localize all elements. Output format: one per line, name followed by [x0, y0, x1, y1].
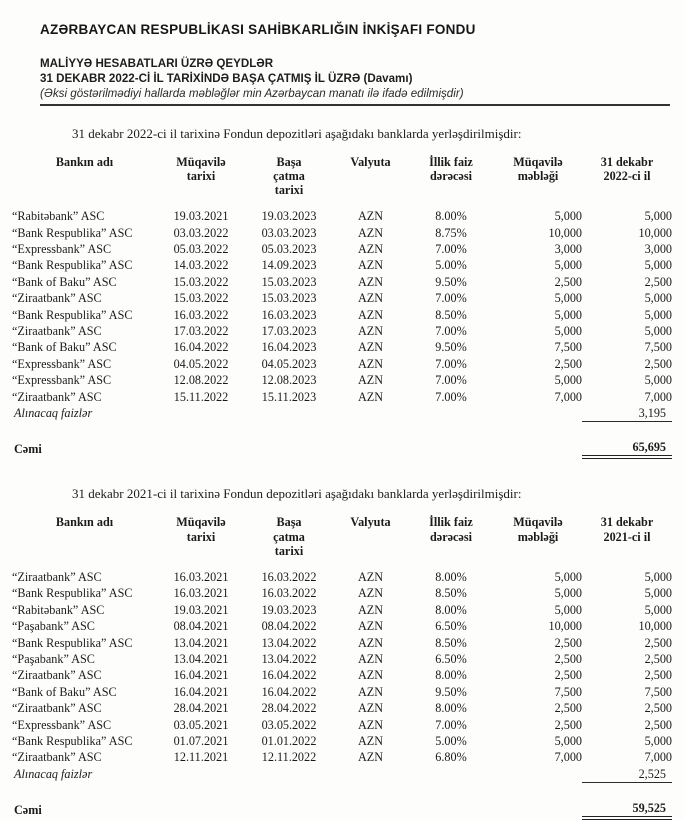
table-cell: 01.01.2022 [261, 734, 317, 749]
table-cell: 17.03.2022 [173, 323, 229, 338]
table-cell: 12.08.2023 [261, 373, 317, 388]
column-header: Bankın adı [55, 515, 114, 530]
table-cell: 5,000 [644, 570, 672, 584]
table-cell: 2,500 [644, 717, 672, 732]
bank-name-cell: “Rabitəbank” ASC [12, 209, 105, 224]
table-cell: 2,500 [554, 717, 582, 732]
table-cell: 2,500 [644, 701, 672, 716]
table-cell: 08.04.2022 [261, 619, 317, 634]
table-cell: 9.50% [435, 684, 467, 699]
table-cell: 5,000 [554, 602, 582, 617]
bank-name-cell: “Expressbank” ASC [12, 356, 112, 371]
table-cell: AZN [357, 323, 384, 338]
bank-name-cell: “Ziraatbank” ASC [12, 668, 102, 683]
bank-name-cell: “Bank Respublika” ASC [12, 225, 133, 240]
spacer-cell [12, 783, 672, 797]
deposit-row [12, 307, 672, 323]
deposits-section-2022 [0, 126, 684, 460]
column-header: İllik faiz dərəcəsi [429, 154, 473, 183]
column-header: Müqavilə məbləği [513, 154, 563, 183]
table-cell: AZN [357, 750, 384, 765]
bank-name-cell: “Paşabank” ASC [12, 619, 95, 634]
bank-name-cell: “Ziraatbank” ASC [12, 570, 102, 584]
table-cell: AZN [357, 356, 384, 371]
accrued-interest-value: 3,195 [582, 405, 672, 422]
table-cell: 15.03.2023 [261, 291, 317, 306]
table-cell: AZN [357, 570, 384, 584]
table-cell: 2,500 [554, 668, 582, 683]
accrued-interest-value: 2,525 [582, 766, 672, 783]
bank-name-cell: “Bank Respublika” ASC [12, 635, 133, 650]
table-cell: AZN [357, 635, 384, 650]
table-cell: 5,000 [644, 209, 672, 224]
deposit-row [12, 274, 672, 290]
table-cell: AZN [357, 340, 384, 355]
deposit-row [12, 602, 672, 618]
accrued-interest-row [12, 766, 672, 783]
bank-name-cell: “Bank Respublika” ASC [12, 586, 133, 601]
deposits-section-2021 [0, 486, 684, 820]
table-cell: 6.50% [435, 619, 467, 634]
table-cell: 5,000 [644, 586, 672, 601]
table-cell: 10,000 [638, 225, 672, 240]
table-header-row [12, 515, 672, 569]
table-cell: 10,000 [548, 225, 582, 240]
table-cell: AZN [357, 586, 384, 601]
table-cell: 5,000 [554, 734, 582, 749]
table-cell: 5,000 [644, 373, 672, 388]
table-cell: 8.00% [435, 570, 467, 584]
header-rule [40, 104, 670, 106]
table-cell: 16.04.2022 [261, 684, 317, 699]
table-cell: 7,500 [554, 684, 582, 699]
table-cell: 15.11.2022 [173, 389, 229, 404]
table-cell: 2,500 [554, 635, 582, 650]
table-cell: 7.00% [435, 356, 467, 371]
table-cell: 16.03.2021 [173, 586, 229, 601]
deposit-row [12, 225, 672, 241]
table-cell: 13.04.2022 [261, 635, 317, 650]
table-cell: 16.04.2023 [261, 340, 317, 355]
table-cell: 2,500 [644, 356, 672, 371]
deposit-row [12, 323, 672, 339]
column-header: Müqavilə tarixi [176, 515, 226, 544]
bank-name-cell: “Bank of Baku” ASC [12, 684, 117, 699]
table-cell: AZN [357, 241, 384, 256]
table-cell: 03.03.2022 [173, 225, 229, 240]
table-cell: 2,500 [554, 701, 582, 716]
notes-heading: MALİYYƏ HESABATLARI ÜZRƏ QEYDLƏR [40, 57, 274, 70]
table-cell: AZN [357, 619, 384, 634]
deposits-table-2021 [12, 515, 672, 820]
deposit-row [12, 749, 672, 765]
table-cell: AZN [357, 701, 384, 716]
table-cell: 7.00% [435, 389, 467, 404]
table-cell: 16.03.2022 [173, 307, 229, 322]
table-cell: 5,000 [554, 307, 582, 322]
table-cell: 7.00% [435, 291, 467, 306]
deposit-row [12, 651, 672, 667]
table-cell: 5,000 [644, 734, 672, 749]
bank-name-cell: “Paşabank” ASC [12, 652, 95, 667]
table-cell: 17.03.2023 [261, 323, 317, 338]
table-cell: 7.00% [435, 373, 467, 388]
total-label: Cəmi [14, 441, 42, 456]
table-cell: 5,000 [644, 323, 672, 338]
deposit-row [12, 372, 672, 388]
column-header: Müqavilə tarixi [176, 154, 226, 183]
table-cell: 8.00% [435, 701, 467, 716]
table-cell: 08.04.2021 [173, 619, 229, 634]
total-value: 65,695 [582, 435, 672, 457]
deposit-row [12, 684, 672, 700]
table-cell: 7,500 [644, 684, 672, 699]
bank-name-cell: “Bank Respublika” ASC [12, 258, 133, 273]
table-cell: 01.07.2021 [173, 734, 229, 749]
table-cell: 8.00% [435, 602, 467, 617]
deposits-table-2022 [12, 155, 672, 460]
total-value: 59,525 [582, 796, 672, 818]
table-cell: 5,000 [554, 291, 582, 306]
bank-name-cell: “Bank Respublika” ASC [12, 734, 133, 749]
table-cell: 6.80% [435, 750, 467, 765]
table-cell: 7.00% [435, 717, 467, 732]
period-heading: 31 DEKABR 2022-Cİ İL TARİXİNDƏ BAŞA ÇATMIŞ İL ÜZRƏ (Davamı) [40, 71, 413, 85]
table-cell: 8.00% [435, 209, 467, 224]
table-cell: 5,000 [644, 602, 672, 617]
table-cell: 28.04.2022 [261, 701, 317, 716]
bank-name-cell: “Bank Respublika” ASC [12, 307, 133, 322]
table-cell: AZN [357, 602, 384, 617]
table-cell: 16.04.2021 [173, 668, 229, 683]
table-cell: 16.04.2022 [261, 668, 317, 683]
table-header [12, 155, 672, 209]
table-cell: AZN [357, 389, 384, 404]
table-cell: 5,000 [554, 373, 582, 388]
table-cell: 15.03.2022 [173, 291, 229, 306]
table-cell: 14.09.2023 [261, 258, 317, 273]
bank-name-cell: “Ziraatbank” ASC [12, 701, 102, 716]
deposit-row [12, 733, 672, 749]
column-header: Valyuta [350, 154, 391, 169]
table-cell: 9.50% [435, 340, 467, 355]
table-cell: 03.03.2023 [261, 225, 317, 240]
deposit-row [12, 356, 672, 372]
table-cell: 7,000 [554, 750, 582, 765]
deposit-row [12, 569, 672, 585]
table-cell: 13.04.2021 [173, 635, 229, 650]
deposit-row [12, 257, 672, 273]
table-body [12, 569, 672, 818]
table-cell: 7.00% [435, 241, 467, 256]
bank-name-cell: “Ziraatbank” ASC [12, 750, 102, 765]
table-cell: 12.08.2022 [173, 373, 229, 388]
deposit-row [12, 700, 672, 716]
table-cell: 16.04.2022 [173, 340, 229, 355]
table-cell: 8.50% [435, 307, 467, 322]
bank-name-cell: “Expressbank” ASC [12, 717, 112, 732]
deposit-row [12, 241, 672, 257]
column-header: Müqavilə məbləği [513, 515, 563, 544]
table-cell: 5,000 [644, 291, 672, 306]
table-cell: 7,000 [554, 389, 582, 404]
table-cell: 2,500 [644, 652, 672, 667]
deposit-row [12, 618, 672, 634]
table-cell: 19.03.2021 [173, 602, 229, 617]
table-cell: 19.03.2023 [261, 602, 317, 617]
table-cell: 14.03.2022 [173, 258, 229, 273]
deposit-row [12, 339, 672, 355]
table-cell: AZN [357, 684, 384, 699]
deposit-row [12, 208, 672, 224]
table-cell: 5.00% [435, 258, 467, 273]
column-header: Bankın adı [55, 154, 114, 169]
bank-name-cell: “Rabitəbank” ASC [12, 602, 105, 617]
table-cell: 19.03.2023 [261, 209, 317, 224]
table-cell: 7,500 [554, 340, 582, 355]
table-cell: 6.50% [435, 652, 467, 667]
table-cell: 12.11.2021 [173, 750, 229, 765]
table-cell: 10,000 [548, 619, 582, 634]
table-cell: AZN [357, 307, 384, 322]
table-cell: 04.05.2022 [173, 356, 229, 371]
table-cell: 03.05.2021 [173, 717, 229, 732]
column-header: Valyuta [350, 515, 391, 530]
table-cell: 5,000 [554, 209, 582, 224]
accrued-interest-row [12, 405, 672, 422]
spacer-row [12, 422, 672, 436]
table-cell: 8.00% [435, 668, 467, 683]
table-cell: AZN [357, 209, 384, 224]
intro-2022: 31 dekabr 2022-ci il tarixinə Fondun depozitləri aşağıdakı banklarda yerləşdirilmişdir: [72, 125, 522, 141]
table-cell: 2,500 [644, 668, 672, 683]
total-label: Cəmi [14, 802, 42, 817]
table-cell: AZN [357, 717, 384, 732]
table-cell: 3,000 [644, 241, 672, 256]
table-cell: 15.03.2023 [261, 274, 317, 289]
deposit-row [12, 585, 672, 601]
table-cell: AZN [357, 652, 384, 667]
table-cell: 7,500 [644, 340, 672, 355]
table-cell: 7,000 [644, 750, 672, 765]
bank-name-cell: “Ziraatbank” ASC [12, 291, 102, 306]
intro-2021: 31 dekabr 2021-ci il tarixinə Fondun depozitləri aşağıdakı banklarda yerləşdirilmişdir: [72, 486, 522, 502]
table-header-row [12, 155, 672, 209]
table-cell: 5,000 [644, 258, 672, 273]
table-cell: AZN [357, 668, 384, 683]
table-cell: 2,500 [554, 274, 582, 289]
table-cell: 13.04.2021 [173, 652, 229, 667]
bank-name-cell: “Expressbank” ASC [12, 241, 112, 256]
table-cell: AZN [357, 258, 384, 273]
table-cell: AZN [357, 225, 384, 240]
table-cell: 12.11.2022 [261, 750, 317, 765]
table-cell: 16.03.2023 [261, 307, 317, 322]
table-cell: AZN [357, 734, 384, 749]
table-cell: 2,500 [644, 635, 672, 650]
deposit-row [12, 667, 672, 683]
table-cell: 5.00% [435, 734, 467, 749]
table-cell: 2,500 [554, 356, 582, 371]
deposit-row [12, 389, 672, 405]
table-cell: 19.03.2021 [173, 209, 229, 224]
table-cell: 8.50% [435, 586, 467, 601]
table-cell: 16.03.2022 [261, 570, 317, 584]
table-cell: 7,000 [644, 389, 672, 404]
table-cell: 16.04.2021 [173, 684, 229, 699]
accrued-interest-label: Alınacaq faizlər [14, 767, 93, 782]
fund-title: AZƏRBAYCAN RESPUBLİKASI SAHİBKARLIĞIN İNKİŞAFI FONDU [40, 22, 476, 37]
table-cell: 5,000 [554, 586, 582, 601]
table-header [12, 515, 672, 569]
table-cell: 2,500 [554, 652, 582, 667]
table-cell: 3,000 [554, 241, 582, 256]
table-cell: 8.50% [435, 635, 467, 650]
table-body [12, 208, 672, 457]
table-cell: 03.05.2022 [261, 717, 317, 732]
table-cell: 05.03.2023 [261, 241, 317, 256]
table-cell: 5,000 [554, 323, 582, 338]
bank-name-cell: “Expressbank” ASC [12, 373, 112, 388]
table-cell: 5,000 [554, 570, 582, 584]
bank-name-cell: “Bank of Baku” ASC [12, 274, 117, 289]
table-cell: 2,500 [644, 274, 672, 289]
table-cell: 05.03.2022 [173, 241, 229, 256]
spacer-row [12, 783, 672, 797]
table-cell: 16.03.2021 [173, 570, 229, 584]
table-cell: 15.03.2022 [173, 274, 229, 289]
column-header: İllik faiz dərəcəsi [429, 515, 473, 544]
deposit-row [12, 717, 672, 733]
table-cell: 8.75% [435, 225, 467, 240]
table-cell: AZN [357, 291, 384, 306]
table-cell: 7.00% [435, 323, 467, 338]
total-row [12, 435, 672, 457]
accrued-interest-label: Alınacaq faizlər [14, 406, 93, 421]
currency-note: (Əksi göstərilmədiyi hallarda məbləğlər min Azərbaycan manatı ilə ifadə edilmişdir) [40, 87, 464, 100]
table-cell: 15.11.2023 [261, 389, 317, 404]
deposit-row [12, 635, 672, 651]
bank-name-cell: “Bank of Baku” ASC [12, 340, 117, 355]
total-row [12, 796, 672, 818]
table-cell: 16.03.2022 [261, 586, 317, 601]
table-cell: 28.04.2021 [173, 701, 229, 716]
bank-name-cell: “Ziraatbank” ASC [12, 323, 102, 338]
spacer-cell [12, 422, 672, 436]
table-cell: AZN [357, 274, 384, 289]
deposit-row [12, 290, 672, 306]
table-cell: 9.50% [435, 274, 467, 289]
table-cell: 5,000 [554, 258, 582, 273]
column-header: Başa çatma tarixi [273, 515, 305, 558]
document-header [40, 22, 668, 106]
table-cell: 10,000 [638, 619, 672, 634]
column-header: 31 dekabr 2021-ci il [600, 515, 654, 544]
table-cell: 04.05.2023 [261, 356, 317, 371]
table-cell: AZN [357, 373, 384, 388]
column-header: 31 dekabr 2022-ci il [600, 154, 654, 183]
bank-name-cell: “Ziraatbank” ASC [12, 389, 102, 404]
table-cell: 5,000 [644, 307, 672, 322]
table-cell: 13.04.2022 [261, 652, 317, 667]
column-header: Başa çatma tarixi [273, 154, 305, 197]
